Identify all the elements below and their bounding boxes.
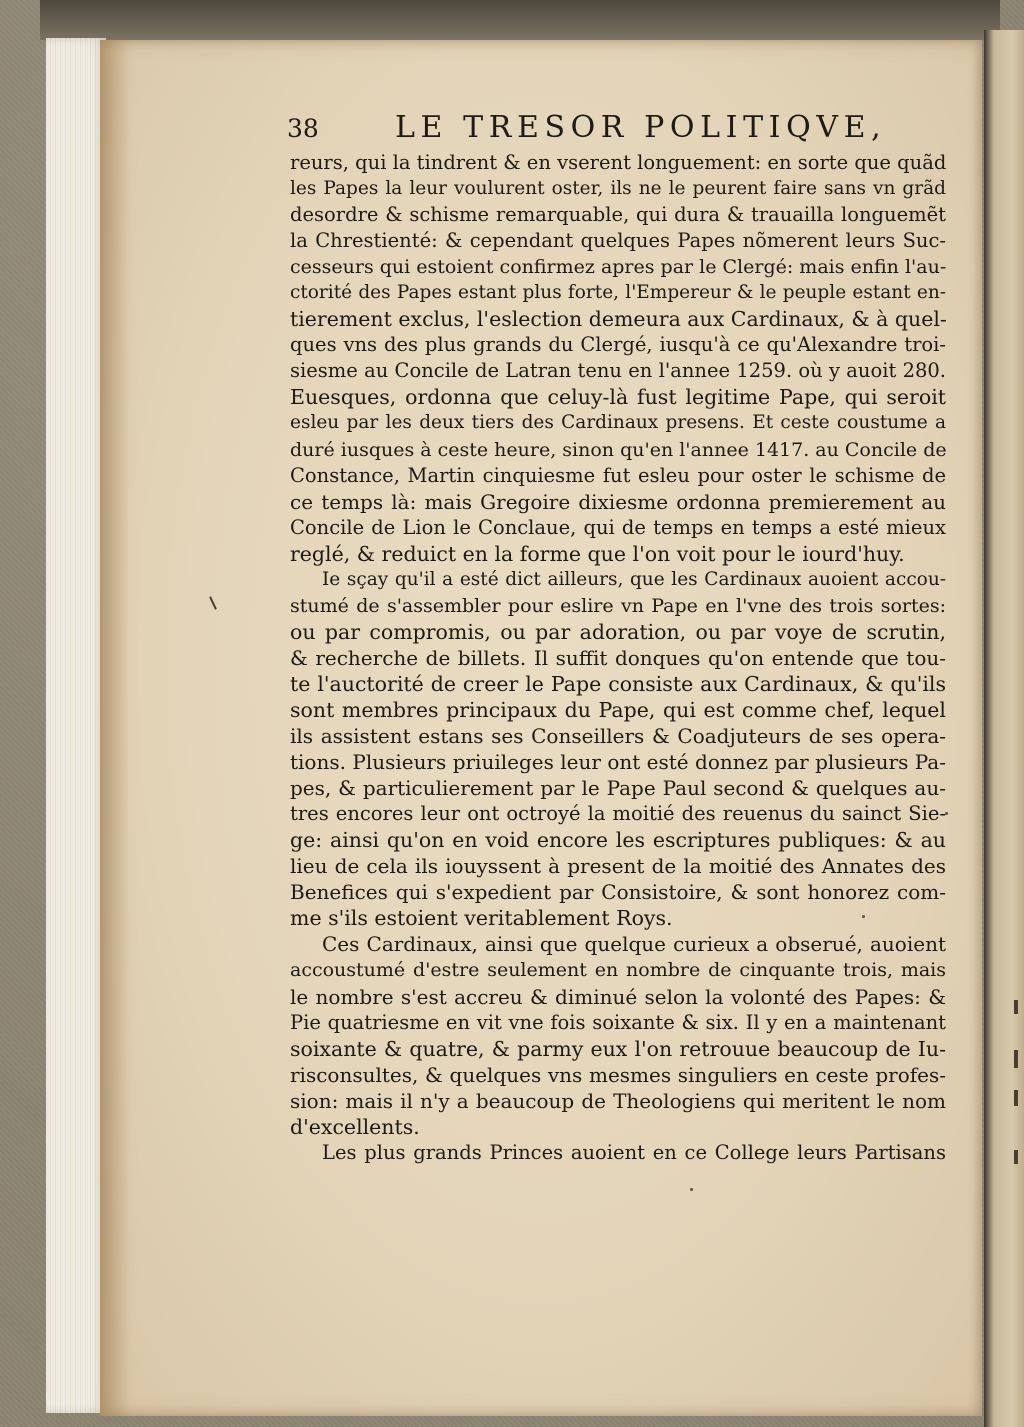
facing-page-edge <box>984 30 1024 1427</box>
text-line: ce temps là: mais Gregoire dixiesme ordonna premierement au <box>290 489 946 514</box>
text-line: sont membres principaux du Pape, qui est comme chef, lequel <box>290 697 946 722</box>
text-line: le nombre s'est accreu & diminué selon la volonté des Papes: & <box>290 984 946 1009</box>
text-line: les Papes la leur voulurent oster, ils ne le peurent faire sans vn grãd <box>290 178 946 200</box>
text-line: Constance, Martin cinquiesme fut esleu pour oster le schisme de <box>290 463 946 487</box>
text-line: stumé de s'assembler pour eslire vn Pape en l'vne des trois sortes: <box>290 594 946 617</box>
text-line: tions. Plusieurs priuileges leur ont esté donnez par plusieurs Pa- <box>290 750 946 775</box>
paragraph-end-line: reglé, & reduict en la forme que l'on voit pour le iourd'huy. <box>290 541 905 566</box>
text-line: reurs, qui la tindrent & en vserent longuement: en sorte que quãd <box>290 151 947 174</box>
text-line: & recherche de billets. Il suffit donques qu'on entende que tou- <box>290 645 946 670</box>
text-line: ge: ainsi qu'on en void encore les escriptures publiques: & au <box>290 828 946 853</box>
text-line: Euesques, ordonna que celuy-là fust legitime Pape, qui seroit <box>290 385 946 410</box>
page-edges <box>46 38 106 1413</box>
text-line: lieu de cela ils iouyssent à present de la moitié des Annates des <box>290 854 946 879</box>
facing-page-ink-mark <box>1014 1090 1018 1106</box>
text-line: Benefices qui s'expedient par Consistoire, & sont honorez com- <box>290 880 946 905</box>
text-line: ctorité des Papes estant plus forte, l'Empereur & le peuple estant en- <box>290 282 946 304</box>
text-line: tres encores leur ont octroyé la moitié des reuenus du sainct Sie- <box>290 802 946 826</box>
body-text <box>290 150 946 1166</box>
text-line: siesme au Concile de Latran tenu en l'annee 1259. où y auoit 280. <box>290 359 946 383</box>
text-line: ils assistent estans ses Conseillers & Coadjuteurs de ses opera- <box>290 724 946 749</box>
facing-page-ink-mark <box>1014 1150 1018 1164</box>
page-header <box>287 108 947 148</box>
text-line: te l'auctorité de creer le Pape consiste aux Cardinaux, & qu'ils <box>290 671 946 696</box>
page-number: 38 <box>287 114 319 143</box>
paragraph-end-line: me s'ils estoient veritablement Roys. <box>290 906 673 931</box>
text-line: risconsultes, & quelques vns mesmes singuliers en ceste profes- <box>290 1062 946 1087</box>
paragraph-start-line: Ie sçay qu'il a esté dict ailleurs, que les Cardinaux auoient accou- <box>322 568 946 590</box>
text-line: Pie quatriesme en vit vne fois soixante & six. Il y en a maintenant <box>290 1010 946 1034</box>
ink-speck <box>690 1188 693 1191</box>
text-line: ou par compromis, ou par adoration, ou par voye de scrutin, <box>290 619 946 644</box>
text-line: soixante & quatre, & parmy eux l'on retrouue beaucoup de Iu- <box>290 1036 946 1061</box>
text-line: la Chrestienté: & cependant quelques Papes nõmerent leurs Suc- <box>290 229 946 253</box>
gutter-shadow <box>100 40 130 1416</box>
paragraph-start-line: Les plus grands Princes auoient en ce College leurs Partisans <box>322 1140 946 1164</box>
running-title: LE TRESOR POLITIQVE, <box>395 110 887 145</box>
text-line: Concile de Lion le Conclaue, qui de temps en temps a esté mieux <box>290 515 946 539</box>
paragraph-end-line: d'excellents. <box>290 1114 420 1139</box>
text-line: accoustumé d'estre seulement en nombre de cinquante trois, mais <box>290 959 946 982</box>
binding-top-edge <box>40 0 1000 40</box>
text-line: tierement exclus, l'eslection demeura aux Cardinaux, & à quel- <box>290 307 947 332</box>
text-line: desordre & schisme remarquable, qui dura & trauailla longuemẽt <box>290 203 946 227</box>
text-line: sion: mais il n'y a beaucoup de Theologiens qui meritent le nom <box>290 1088 946 1113</box>
facing-page-ink-mark <box>1014 1000 1018 1014</box>
paragraph-start-line: Ces Cardinaux, ainsi que quelque curieux a obserué, auoient <box>322 932 946 957</box>
text-line: esleu par les deux tiers des Cardinaux presens. Et ceste coustume a <box>290 412 946 434</box>
text-line: cesseurs qui estoient confirmez apres par le Clergé: mais enfin l'au- <box>290 256 947 279</box>
text-line: duré iusques à ceste heure, sinon qu'en l'annee 1417. au Concile de <box>290 438 947 461</box>
text-line: pes, & particulierement par le Pape Paul second & quelques au- <box>290 776 946 801</box>
facing-page-ink-mark <box>1014 1050 1018 1068</box>
text-line: ques vns des plus grands du Clergé, iusqu'à ce qu'Alexandre troi- <box>290 333 946 357</box>
